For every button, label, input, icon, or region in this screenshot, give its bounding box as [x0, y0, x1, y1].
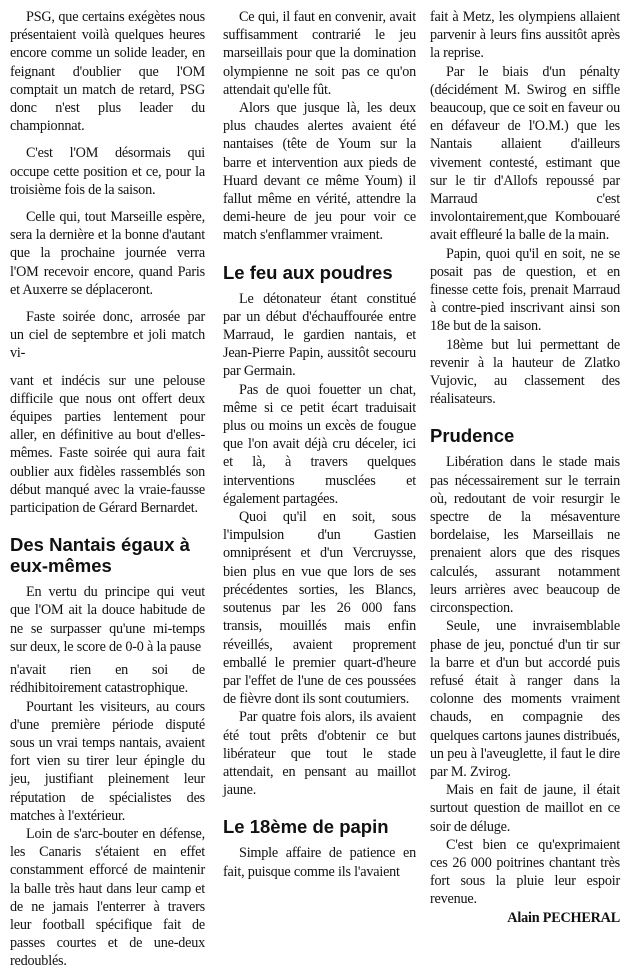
paragraph: Pas de quoi fouetter un chat, même si ce petit écart traduisait plus ou moins un excès de fougue que l'on avait déjà cru déceler, ici et là, à travers quelques interventions musclées et également partagées.	[223, 381, 416, 507]
paragraph: Loin de s'arc-bouter en défense, les Canaris s'étaient en effet constamment efforcé de maintenir la balle très haut dans leur camp et de ne jamais l'enterrer à travers leur football spécifique fait de passes courtes et de une-deux redoublés.	[10, 825, 205, 970]
paragraph: En vertu du principe qui veut que l'OM ait la douce habitude de ne se surpasser qu'une mi-temps sur deux, le score de 0-0 à la pause	[10, 584, 205, 655]
paragraph: Libération dans le stade mais pas nécessairement sur le terrain où, redoutant de voir resurgir le spectre de la mésaventure bordelaise, les Marseillais ne prenaient alors que des risques calculés, assurant notamment leurs arrières avec beaucoup de circonspection.	[430, 454, 620, 617]
paragraph: Par quatre fois alors, ils avaient été tout prêts d'obtenir ce but libérateur que tout le stade attendait, en pensant au maillot jaune.	[223, 709, 416, 799]
paragraph: Le détonateur étant constitué par un début d'échauffourée entre Marraud, le gardien nantais, et Jean-Pierre Papin, aussitôt secouru par Germain.	[223, 290, 416, 380]
section-heading: Prudence	[430, 425, 515, 447]
paragraph: n'avait rien en soi de rédhibitoirement catastrophique.	[10, 662, 205, 697]
paragraph: Mais en fait de jaune, il était surtout question de maillot en ce soir de déluge.	[430, 782, 620, 835]
paragraph: Alors que jusque là, les deux plus chaudes alertes avaient été nantaises (tête de Youm sur la barre et intervention aux pieds de Huard devant ce même Youm) il fallut même en vérité, attendre la demi-heure de jeu pour voir ce match s'enflammer vraiment.	[223, 100, 416, 244]
section-heading: Le 18ème de papin	[223, 816, 389, 838]
paragraph: fait à Metz, les olympiens allaient parvenir à leurs fins aussitôt après la reprise.	[430, 9, 620, 62]
paragraph: Pourtant les visiteurs, au cours d'une première période disputé sous un vrai temps nantais, avaient fort vien su tirer leur épingle du jeu, justifiant pleinement leur réputation de spécialistes des matches à l'extérieur.	[10, 698, 205, 824]
paragraph: C'est bien ce qu'exprimaient ces 26 000 poitrines chantant très fort sous la pluie leur espoir revenue.	[430, 836, 620, 908]
paragraph: PSG, que certains exégètes nous présentaient voilà quelques heures encore comme un solide leader, en feignant d'oublier que l'OM comptait un match de retard, PSG donc n'est plus leader du championnat.	[10, 9, 205, 135]
paragraph: Ce qui, il faut en convenir, avait suffisamment contrarié le jeu marseillais pour que la domination olympienne ne soit pas ce qu'on attendait qu'elle fût.	[223, 9, 416, 98]
paragraph: Papin, quoi qu'il en soit, ne se posait pas de question, et en finesse cette fois, prenait Marraud à contre-pied inscrivant ainsi son 18e but de la saison.	[430, 245, 620, 335]
author-signature: Alain PECHERAL	[507, 909, 620, 926]
paragraph: 18ème but lui permettant de revenir à la hauteur de Zlatko Vujovic, au classement des réalisateurs.	[430, 336, 620, 408]
paragraph: Simple affaire de patience en fait, puisque comme ils l'avaient	[223, 845, 416, 880]
paragraph: vant et indécis sur une pelouse difficile que nous ont offert deux équipes parties lentement pour aller, en définitive au bout d'elles-mêmes. Faste soirée qui aura fait oublier aux fidèles rassemblés son début manqué avec la vraie-fausse participation de Gérard Bernardet.	[10, 372, 205, 517]
section-heading: Le feu aux poudres	[223, 261, 393, 283]
article-column-2	[223, 8, 416, 881]
article-column-3	[430, 8, 620, 927]
paragraph: Quoi qu'il en soit, sous l'impulsion d'un Gastien omniprésent et d'un Vercruysse, bien plus en vue que lors de ses précédentes sorties, les Blancs, soutenus par les 26 000 fans transis, mouillés mais enfin réveillés, avaient proprement emballé le premier quart-d'heure par l'effet de l'une de ces poussées de fièvre dont ils sont coutumiers.	[223, 509, 416, 708]
paragraph: Seule, une invraisemblable phase de jeu, ponctué d'un tir sur la barre et d'un but accordé puis refusé était à ranger dans la colonne des moments vraiment chauds, en compagnie des quelques cartons jaunes distribués, un peu à l'aveuglette, il faut le dire par M. Zvirog.	[430, 618, 621, 780]
paragraph: Faste soirée donc, arrosée par un ciel de septembre et joli match vi-	[10, 309, 205, 362]
article-column-1	[10, 8, 205, 971]
paragraph: Par le biais d'un pénalty (décidément M. Swirog en siffle beaucoup, que ce soit en faveur ou en défaveur de l'O.M.) que les Nantais allaient d'ailleurs vivement contesté, estimant que sur le tir d'Allofs repoussé par Marraud c'est involontairement,que Kombouaré avait effleuré la balle de la main.	[430, 63, 620, 244]
section-heading: Des Nantais égaux à eux-mêmes	[10, 534, 190, 577]
paragraph: C'est l'OM désormais qui occupe cette position et ce, pour la troisième fois de la saison.	[10, 145, 205, 198]
paragraph: Celle qui, tout Marseille espère, sera la dernière et la bonne d'autant que la prochaine journée verra l'OM recevoir encore, quand Paris et Auxerre se déplaceront.	[10, 209, 205, 298]
